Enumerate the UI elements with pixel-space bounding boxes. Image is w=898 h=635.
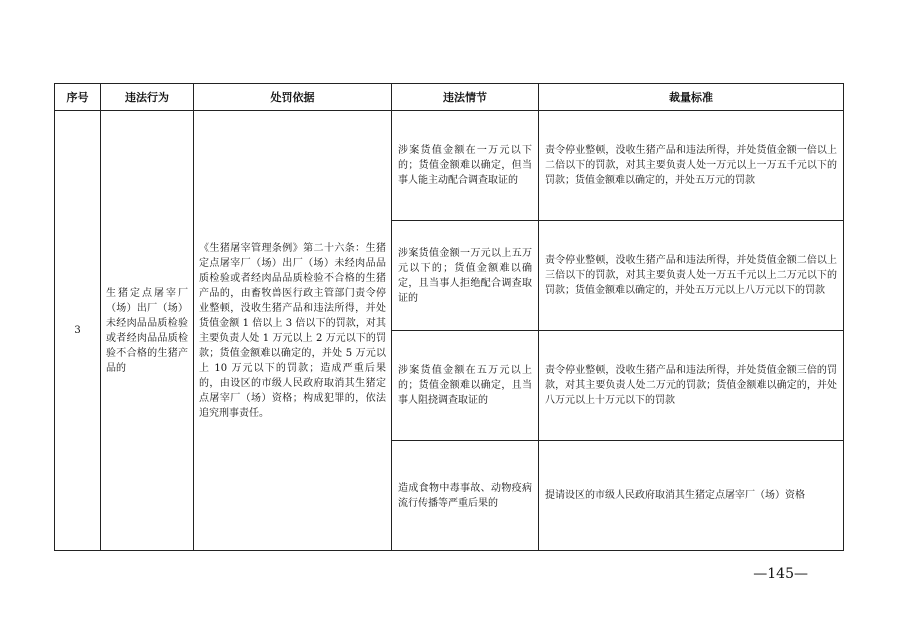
table-row	[55, 111, 844, 221]
standard-cell: 责令停业整顿，没收生猪产品和违法所得，并处货值金额三倍的罚款，对其主要负责人处二万元的罚款；货值金额难以确定的，并处八万元以上十万元以下的罚款	[539, 331, 844, 441]
header-basis: 处罚依据	[194, 84, 392, 111]
situation-cell: 涉案货值金额在一万元以下的；货值金额难以确定，但当事人能主动配合调查取证的	[392, 111, 539, 221]
situation-cell: 造成食物中毒事故、动物疫病流行传播等严重后果的	[392, 441, 539, 551]
situation-cell: 涉案货值金额在五万元以上的；货值金额难以确定，且当事人阻挠调查取证的	[392, 331, 539, 441]
header-no: 序号	[55, 84, 101, 111]
situation-cell: 涉案货值金额一万元以上五万元以下的；货值金额难以确定，且当事人拒绝配合调查取证的	[392, 221, 539, 331]
penalty-basis: 《生猪屠宰管理条例》第二十六条：生猪定点屠宰厂（场）出厂（场）未经肉品品质检验或者经肉品品质检验不合格的生猪产品的，由畜牧兽医行政主管部门责令停业整顿，没收生猪产品和违法所得，并处货值金额 1 倍以上 3 倍以下的罚款，对其主要负责人处 1 万元以上 2 万元以下的罚款；货值金额难以确定的，并处 5 万元以上 10 万元以下的罚款；造成严重后果的，由设区的市级人民政府取消其生猪定点屠宰厂（场）资格；构成犯罪的，依法追究刑事责任。	[194, 111, 392, 551]
row-number: 3	[55, 111, 101, 551]
header-standard: 裁量标准	[539, 84, 844, 111]
violation-act: 生猪定点屠宰厂（场）出厂（场）未经肉品品质检验或者经肉品品质检验不合格的生猪产品的	[101, 111, 194, 551]
penalty-table	[54, 83, 844, 551]
header-row	[55, 84, 844, 111]
header-situation: 违法情节	[392, 84, 539, 111]
header-act: 违法行为	[101, 84, 194, 111]
standard-cell: 责令停业整顿，没收生猪产品和违法所得，并处货值金额一倍以上二倍以下的罚款，对其主要负责人处一万元以上一万五千元以下的罚款；货值金额难以确定的，并处五万元的罚款	[539, 111, 844, 221]
page-number: —145—	[753, 566, 808, 582]
standard-cell: 责令停业整顿，没收生猪产品和违法所得，并处货值金额二倍以上三倍以下的罚款，对其主要负责人处一万五千元以上二万元以下的罚款；货值金额难以确定的，并处五万元以上八万元以下的罚款	[539, 221, 844, 331]
standard-cell: 提请设区的市级人民政府取消其生猪定点屠宰厂（场）资格	[539, 441, 844, 551]
